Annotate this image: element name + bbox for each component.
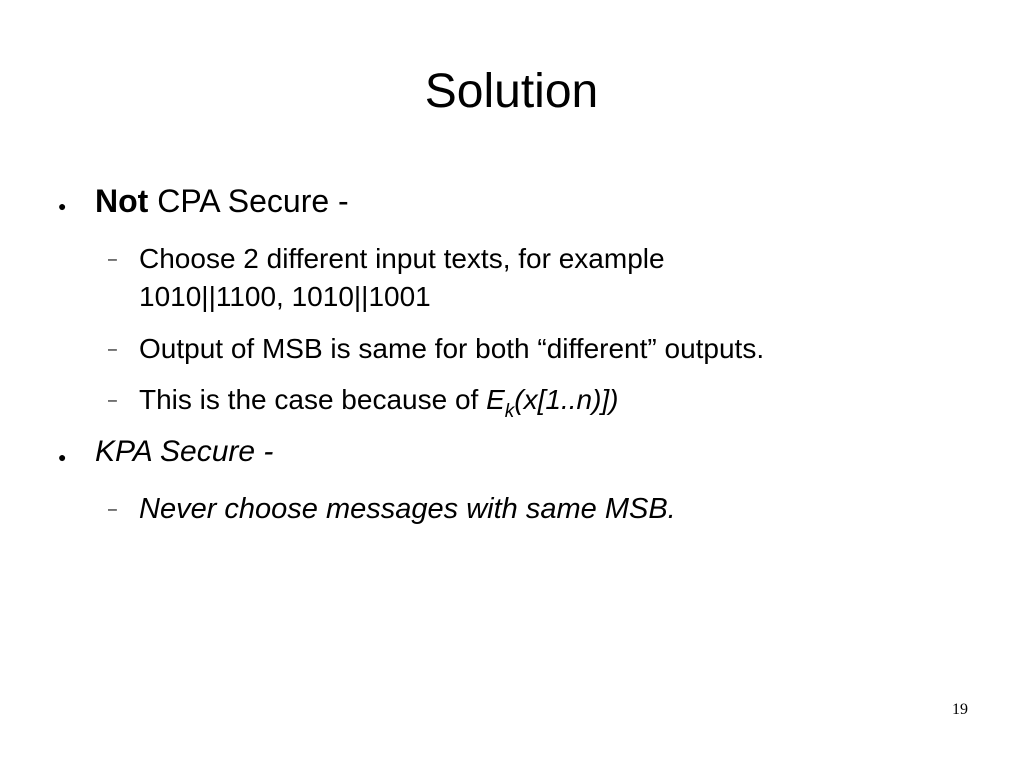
- dash-icon: –: [108, 251, 117, 268]
- sub-bullet-never-choose: Never choose messages with same MSB.: [139, 493, 676, 525]
- formula-rest: (x[1..n)]): [514, 384, 619, 415]
- bullet-kpa-secure: KPA Secure -: [95, 435, 274, 468]
- bullet-text: CPA Secure -: [148, 183, 349, 219]
- formula-subscript: k: [504, 401, 515, 422]
- sub-bullet-choose-line2: 1010||1100, 1010||1001: [139, 281, 431, 312]
- sub-bullet-choose-line1: Choose 2 different input texts, for example: [139, 243, 665, 274]
- bullet-icon: ●: [58, 449, 67, 465]
- sub-bullet-output-msb: Output of MSB is same for both “different” outputs.: [139, 333, 765, 364]
- bullet-not-cpa-secure: [95, 182, 349, 220]
- slide-title: Solution: [424, 65, 599, 118]
- dash-icon: –: [108, 341, 117, 358]
- bullet-bold-prefix: Not: [95, 183, 149, 219]
- dash-icon: –: [108, 501, 117, 518]
- page-number: 19: [952, 701, 968, 718]
- dash-icon: –: [108, 392, 117, 409]
- because-text: This is the case because of: [139, 384, 487, 415]
- bullet-icon: ●: [58, 198, 67, 214]
- sub-bullet-because: [139, 381, 619, 422]
- formula-var: E: [486, 384, 505, 415]
